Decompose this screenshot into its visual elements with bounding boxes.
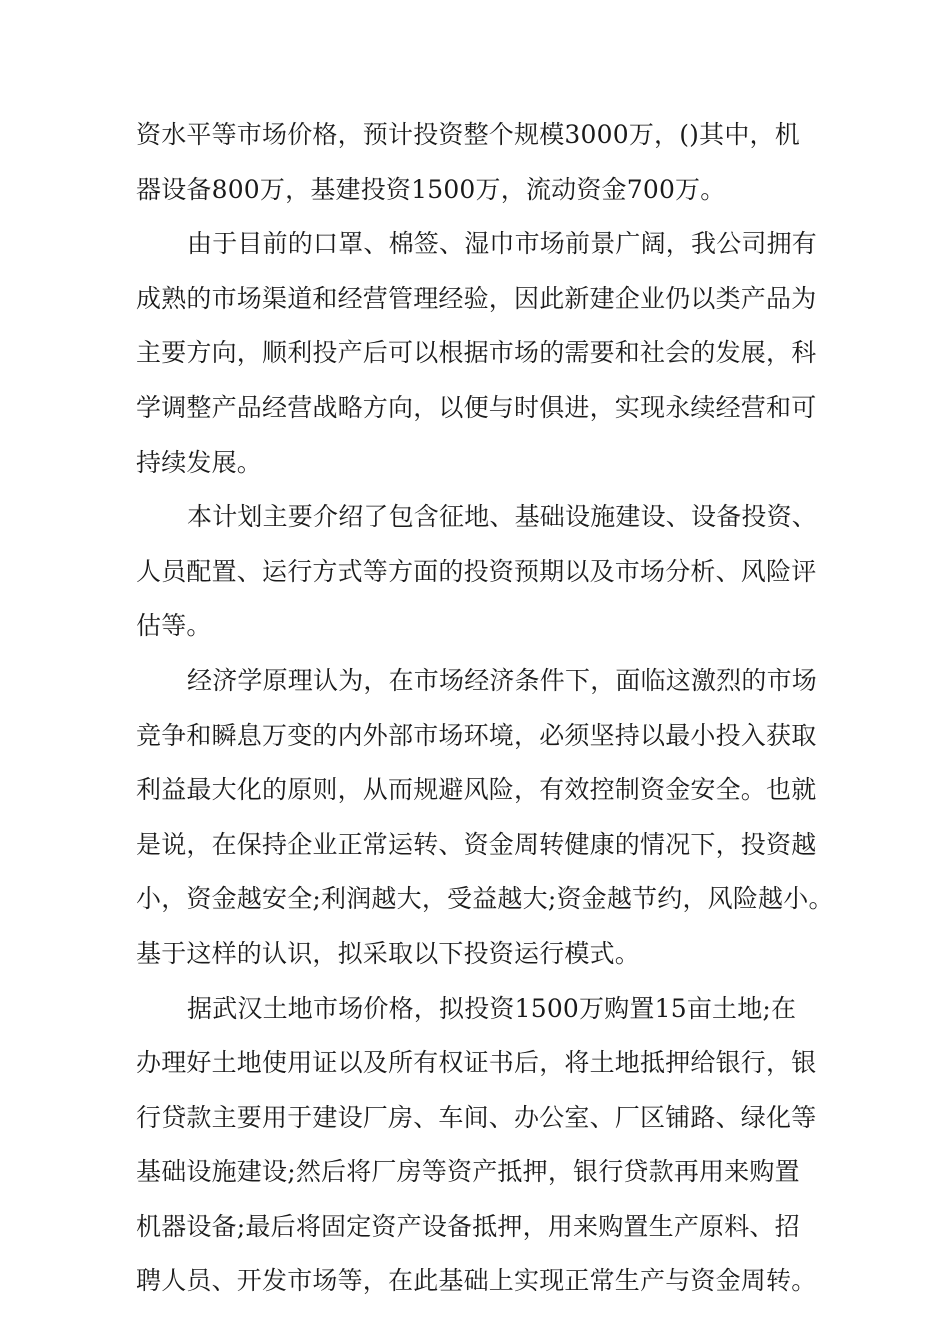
- paragraph-3: [136, 490, 836, 654]
- text-line: 是说，在保持企业正常运转、资金周转健康的情况下，投资越: [136, 829, 817, 859]
- text-line: 资水平等市场价格，预计投资整个规模3000万，()其中，机: [136, 120, 800, 149]
- text-line: 人员配置、运行方式等方面的投资预期以及市场分析、风险评: [136, 556, 817, 586]
- document-body: [136, 108, 836, 1309]
- text-line: 本计划主要介绍了包含征地、基础设施建设、设备投资、: [187, 502, 818, 532]
- text-line: 竞争和瞬息万变的内外部市场环境，必须坚持以最小投入获取: [136, 720, 817, 750]
- text-line: 主要方向，顺利投产后可以根据市场的需要和社会的发展，科: [136, 338, 817, 368]
- text-line: 行贷款主要用于建设厂房、车间、办公室、厂区铺路、绿化等: [136, 1102, 817, 1132]
- text-line: 估等。: [136, 611, 212, 641]
- paragraph-4: [136, 654, 836, 982]
- text-line: 据武汉土地市场价格，拟投资1500万购置15亩土地;在: [187, 993, 797, 1023]
- text-line: 经济学原理认为，在市场经济条件下，面临这激烈的市场: [187, 665, 818, 695]
- text-line: 办理好土地使用证以及所有权证书后，将土地抵押给银行，银: [136, 1048, 817, 1078]
- text-line: 机器设备;最后将固定资产设备抵押，用来购置生产原料、招: [136, 1211, 800, 1241]
- text-line: 持续发展。: [136, 447, 263, 477]
- paragraph-2: [136, 217, 836, 490]
- text-line: 聘人员、开发市场等，在此基础上实现正常生产与资金周转。: [136, 1266, 817, 1296]
- text-line: 成熟的市场渠道和经营管理经验，因此新建企业仍以类产品为: [136, 283, 817, 313]
- text-line: 学调整产品经营战略方向，以便与时俱进，实现永续经营和可: [136, 392, 817, 422]
- text-line: 基于这样的认识，拟采取以下投资运行模式。: [136, 938, 641, 968]
- text-line: 利益最大化的原则，从而规避风险，有效控制资金安全。也就: [136, 775, 817, 805]
- paragraph-1: [136, 108, 836, 217]
- text-line: 小，资金越安全;利润越大，受益越大;资金越节约，风险越小。: [136, 884, 834, 914]
- text-line: 基础设施建设;然后将厂房等资产抵押，银行贷款再用来购置: [136, 1157, 800, 1187]
- text-line: 由于目前的口罩、棉签、湿巾市场前景广阔，我公司拥有: [187, 229, 818, 259]
- paragraph-5: [136, 982, 836, 1310]
- text-line: 器设备800万，基建投资1500万，流动资金700万。: [136, 174, 726, 204]
